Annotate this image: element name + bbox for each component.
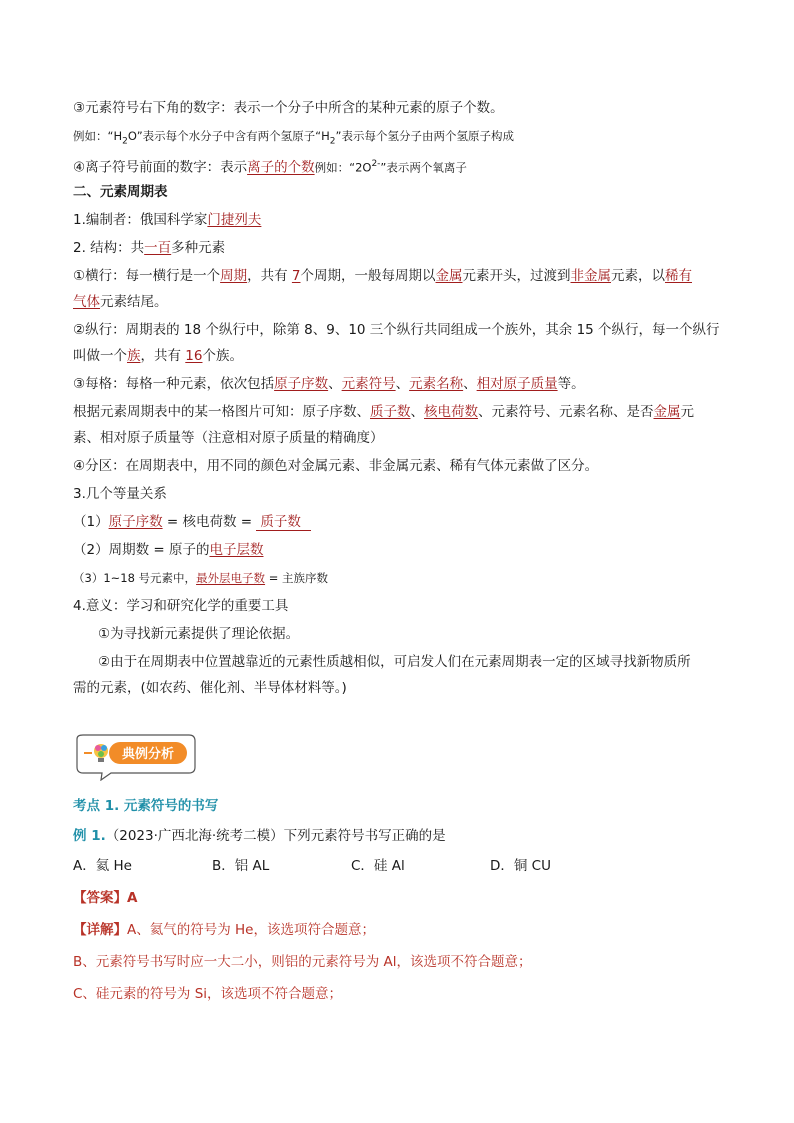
option-c: C．硅 Al <box>351 858 405 874</box>
compiler-text: 1.编制者：俄国科学家门捷列夫 <box>73 212 262 228</box>
options-row <box>73 856 551 876</box>
structure-text: 2. 结构：共一百多种元素 <box>73 240 226 256</box>
option-a: A．氦 He <box>73 858 132 874</box>
cols-text: ②纵行：周期表的 18 个纵行中，除第 8、9、10 三个纵行共同组成一个族外，其余 15 个纵行，每一个纵行 <box>73 322 720 338</box>
equation-3: （3）1~18 号元素中，最外层电子数 = 主族序数 <box>73 571 329 585</box>
meaning-2: ②由于在周期表中位置越靠近的元素性质越相似，可启发人们在元素周期表一定的区域寻找新物质所 <box>98 654 691 670</box>
meaning-2-cont: 需的元素，(如农药、催化剂、半导体材料等。) <box>73 680 347 696</box>
detail-c: C、硅元素的符号为 Si，该选项不符合题意； <box>73 986 343 1002</box>
meaning-title: 4.意义：学习和研究化学的重要工具 <box>73 598 289 614</box>
example-analysis-badge <box>71 733 199 781</box>
detail-a: 【详解】A、氦气的符号为 He，该选项符合题意； <box>73 922 375 938</box>
cols-text-cont: 叫做一个族，共有 16个族。 <box>73 348 243 364</box>
equation-1: （1）原子序数 = 核电荷数 = 质子数 <box>73 512 311 532</box>
kaodian-title: 考点 1. 元素符号的书写 <box>73 798 219 814</box>
example-h2o-text: 例如：“$H_2O$”表示每个水分子中含有两个氢原子“$H_2$”表示每个氢分子由两个氢原子构成 <box>73 129 514 147</box>
section2-title: 二、元素周期表 <box>73 184 168 200</box>
cells-text: ③每格：每格一种元素，依次包括原子序数、元素符号、元素名称、相对原子质量等。 <box>73 376 585 392</box>
option-d: D．铜 CU <box>490 858 551 874</box>
badge-label: 典例分析 <box>121 747 175 762</box>
rows-text: ①横行：每一横行是一个周期，共有 7个周期，一般每周期以金属元素开头，过渡到非金属元素，以稀有 <box>73 268 692 284</box>
answer-line: 【答案】A <box>73 890 138 906</box>
meaning-1: ①为寻找新元素提供了理论依据。 <box>98 626 300 642</box>
rule3-text: ③元素符号右下角的数字：表示一个分子中所含的某种元素的原子个数。 <box>73 100 504 116</box>
option-b: B．铝 AL <box>212 858 270 874</box>
cell-info-text: 根据元素周期表中的某一格图片可知：原子序数、质子数、核电荷数、元素符号、元素名称、是否金属元 <box>73 404 694 420</box>
detail-b: B、元素符号书写时应一大二小，则铝的元素符号为 Al，该选项不符合题意； <box>73 954 532 970</box>
example1-question: 例 1.（2023·广西北海·统考二模）下列元素符号书写正确的是 <box>73 828 446 844</box>
rule4-text: ④离子符号前面的数字：表示离子的个数例如：“$2O^{2-}$”表示两个氧离子 <box>73 159 467 176</box>
rows-text-cont: 气体元素结尾。 <box>73 294 168 310</box>
zones-text: ④分区：在周期表中，用不同的颜色对金属元素、非金属元素、稀有气体元素做了区分。 <box>73 458 599 474</box>
equal-title: 3.几个等量关系 <box>73 486 167 502</box>
cell-info-text-cont: 素、相对原子质量等（注意相对原子质量的精确度） <box>73 430 384 446</box>
equation-2: （2）周期数 = 原子的电子层数 <box>73 542 264 558</box>
